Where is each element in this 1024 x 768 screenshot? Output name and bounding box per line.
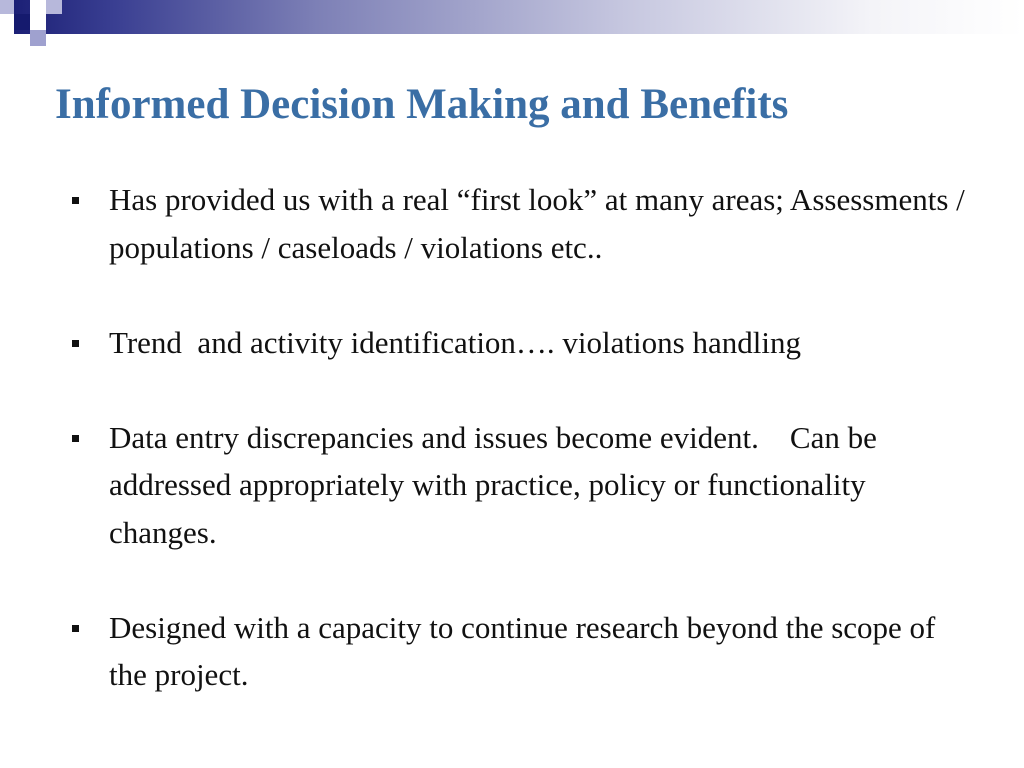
square-bullet-icon [72,625,79,632]
decor-square [0,30,14,46]
bullet-item [70,176,970,271]
square-bullet-icon [72,340,79,347]
decor-square [14,14,30,30]
bullet-text: Trend and activity identification…. violations handling [109,324,801,360]
bullet-text: Has provided us with a real “first look” at many areas; Assessments / populations / caseloads / violations etc.. [109,182,965,265]
bullet-item [70,414,970,557]
bullet-item [70,604,970,699]
decor-square [46,0,62,14]
bullet-item [70,319,970,367]
decor-square [30,30,46,46]
square-bullet-icon [72,435,79,442]
header-gradient-bar [14,0,1024,34]
bullet-list [70,176,970,699]
bullet-text: Designed with a capacity to continue research beyond the scope of the project. [109,609,936,692]
slide-title: Informed Decision Making and Benefits [55,81,789,128]
decor-square [30,0,46,30]
bullet-text: Data entry discrepancies and issues become evident. Can be addressed appropriately with practice, policy or functionality changes. [109,419,885,550]
decor-square [0,0,14,14]
square-bullet-icon [72,197,79,204]
